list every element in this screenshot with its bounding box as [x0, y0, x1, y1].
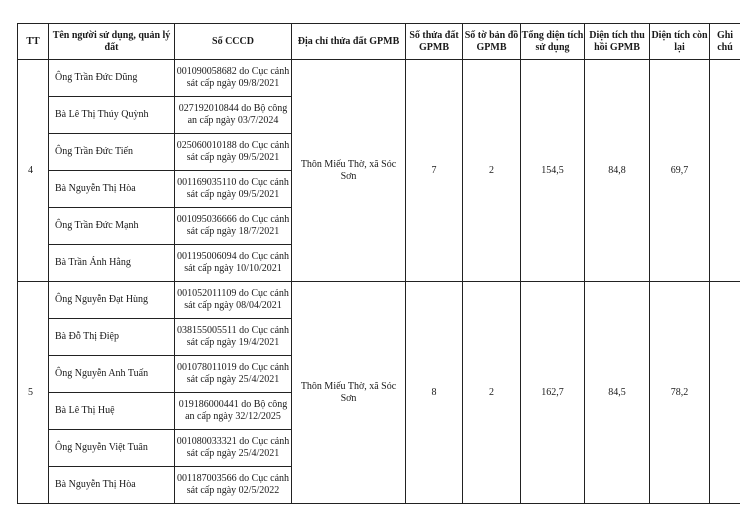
- cccd-number: 001052011109 do Cục cảnh sát cấp ngày 08/04/2021: [175, 282, 292, 319]
- remaining-area: 78,2: [650, 282, 710, 504]
- header-name: Tên người sử dụng, quản lý đất: [49, 24, 175, 60]
- table-row: [18, 60, 740, 97]
- note-cell: [710, 282, 740, 504]
- header-total-area: Tổng diện tích sử dụng: [521, 24, 585, 60]
- header-note: Ghi chú: [710, 24, 740, 60]
- cccd-number: 019186000441 do Bộ công an cấp ngày 32/12/2025: [175, 393, 292, 430]
- table-row: [18, 282, 740, 319]
- land-owners-table: [17, 23, 740, 504]
- cccd-number: 001090058682 do Cục cảnh sát cấp ngày 09/8/2021: [175, 60, 292, 97]
- owner-name: Ông Trần Đức Mạnh: [49, 208, 175, 245]
- cccd-number: 001078011019 do Cục cảnh sát cấp ngày 25/4/2021: [175, 356, 292, 393]
- note-cell: [710, 60, 740, 282]
- owner-name: Bà Lê Thị Thúy Quỳnh: [49, 97, 175, 134]
- owner-name: Ông Trần Đức Dũng: [49, 60, 175, 97]
- map-sheet-number: 2: [463, 60, 521, 282]
- cccd-number: 038155005511 do Cục cảnh sát cấp ngày 19/4/2021: [175, 319, 292, 356]
- owner-name: Ông Nguyễn Việt Tuân: [49, 430, 175, 467]
- cccd-number: 027192010844 do Bộ công an cấp ngày 03/7/2024: [175, 97, 292, 134]
- owner-name: Ông Nguyễn Anh Tuấn: [49, 356, 175, 393]
- cccd-number: 025060010188 do Cục cảnh sát cấp ngày 09/5/2021: [175, 134, 292, 171]
- header-tt: TT: [18, 24, 49, 60]
- owner-name: Bà Nguyễn Thị Hòa: [49, 467, 175, 504]
- parcel-address: Thôn Miếu Thờ, xã Sóc Sơn: [292, 60, 406, 282]
- owner-name: Bà Trần Ánh Hằng: [49, 245, 175, 282]
- header-recovered-area: Diện tích thu hồi GPMB: [585, 24, 650, 60]
- row-number: 5: [18, 282, 49, 504]
- owner-name: Bà Nguyễn Thị Hòa: [49, 171, 175, 208]
- header-map-no: Số tờ bản đồ GPMB: [463, 24, 521, 60]
- total-area: 154,5: [521, 60, 585, 282]
- cccd-number: 001080033321 do Cục cảnh sát cấp ngày 25/4/2021: [175, 430, 292, 467]
- parcel-number: 7: [406, 60, 463, 282]
- header-cccd: Số CCCD: [175, 24, 292, 60]
- parcel-number: 8: [406, 282, 463, 504]
- cccd-number: 001195006094 do Cục cảnh sát cấp ngày 10/10/2021: [175, 245, 292, 282]
- cccd-number: 001187003566 do Cục cảnh sát cấp ngày 02/5/2022: [175, 467, 292, 504]
- total-area: 162,7: [521, 282, 585, 504]
- owner-name: Ông Nguyễn Đạt Hùng: [49, 282, 175, 319]
- recovered-area: 84,5: [585, 282, 650, 504]
- recovered-area: 84,8: [585, 60, 650, 282]
- owner-name: Bà Đỗ Thị Điệp: [49, 319, 175, 356]
- header-remaining-area: Diện tích còn lại: [650, 24, 710, 60]
- owner-name: Ông Trần Đức Tiến: [49, 134, 175, 171]
- row-number: 4: [18, 60, 49, 282]
- header-parcel-no: Số thửa đất GPMB: [406, 24, 463, 60]
- map-sheet-number: 2: [463, 282, 521, 504]
- remaining-area: 69,7: [650, 60, 710, 282]
- parcel-address: Thôn Miếu Thờ, xã Sóc Sơn: [292, 282, 406, 504]
- cccd-number: 001169035110 do Cục cảnh sát cấp ngày 09/5/2021: [175, 171, 292, 208]
- header-address: Địa chỉ thửa đất GPMB: [292, 24, 406, 60]
- owner-name: Bà Lê Thị Huệ: [49, 393, 175, 430]
- cccd-number: 001095036666 do Cục cảnh sát cấp ngày 18/7/2021: [175, 208, 292, 245]
- table-header-row: [18, 24, 740, 60]
